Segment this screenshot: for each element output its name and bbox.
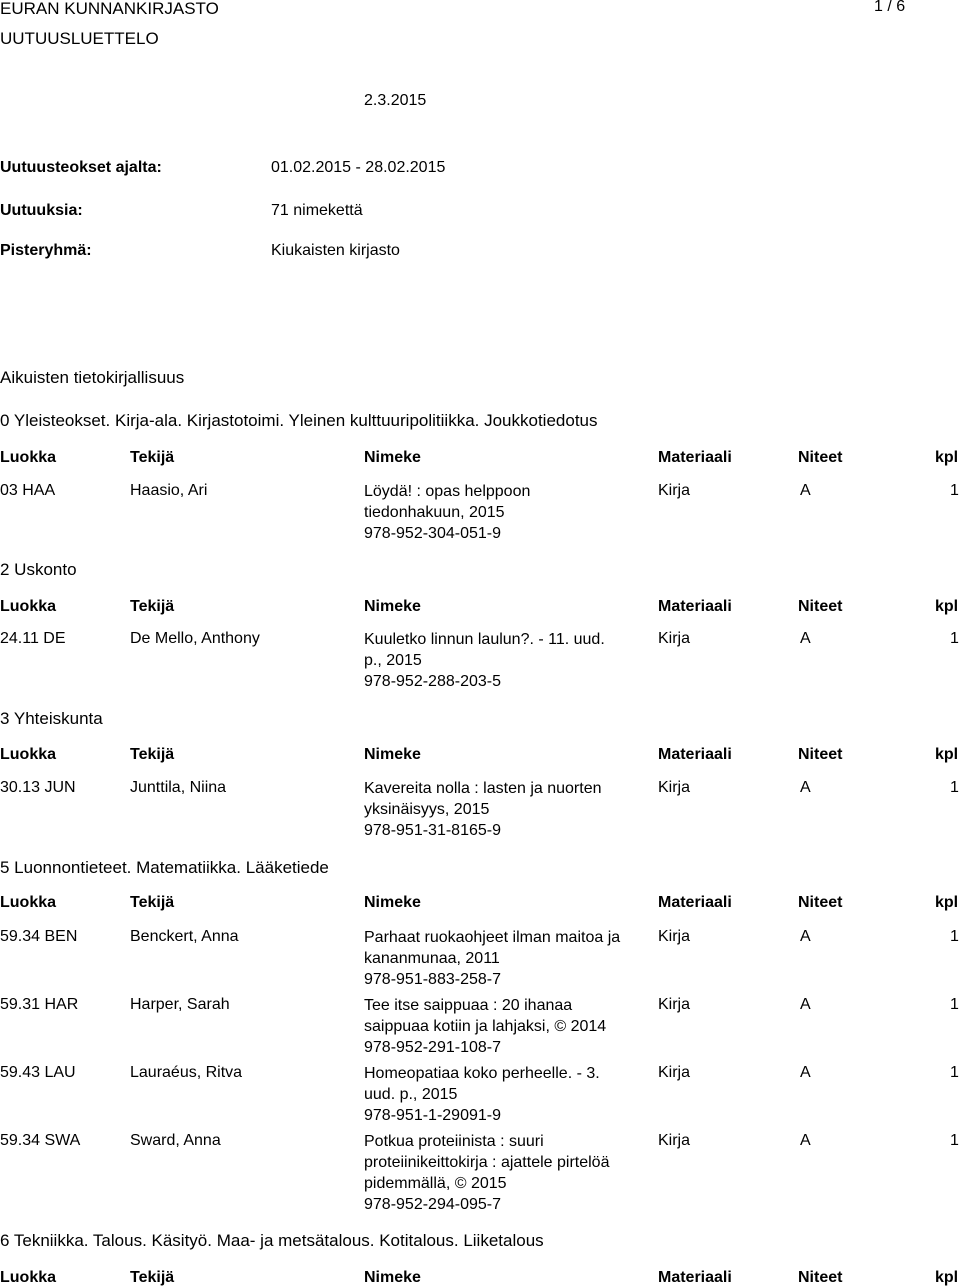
- col-tekija: Tekijä: [130, 894, 175, 911]
- col-nimeke: Nimeke: [364, 598, 421, 615]
- item-materiaali: Kirja: [658, 779, 691, 796]
- item-nimeke-block: [364, 629, 624, 692]
- col-materiaali: Materiaali: [658, 894, 732, 911]
- item-kpl: 1: [950, 996, 959, 1013]
- item-nimeke: Löydä! : opas helppoon tiedonhakuun, 2015: [364, 483, 531, 521]
- page-number: 1 / 6: [874, 0, 906, 15]
- column-header-row: [0, 1268, 960, 1288]
- col-materiaali: Materiaali: [658, 1269, 732, 1286]
- col-materiaali: Materiaali: [658, 598, 732, 615]
- item-niteet: A: [800, 1064, 811, 1081]
- item-isbn: 978-952-288-203-5: [364, 673, 501, 690]
- item-nimeke: Tee itse saippuaa : 20 ihanaa saippuaa kotiin ja lahjaksi, © 2014: [364, 997, 607, 1035]
- col-luokka: Luokka: [0, 449, 57, 466]
- item-nimeke-block: [364, 927, 624, 990]
- item-kpl: 1: [950, 1132, 959, 1149]
- item-nimeke-block: [364, 778, 639, 841]
- section-title: 5 Luonnontieteet. Matematiikka. Lääketiede: [0, 858, 329, 877]
- item-tekija: Sward, Anna: [130, 1132, 221, 1149]
- col-niteet: Niteet: [798, 894, 843, 911]
- item-kpl: 1: [950, 482, 959, 499]
- col-kpl: kpl: [935, 894, 959, 911]
- item-luokka: 03 HAA: [0, 482, 56, 499]
- col-nimeke: Nimeke: [364, 746, 421, 763]
- item-kpl: 1: [950, 779, 959, 796]
- item-isbn: 978-952-291-108-7: [364, 1039, 501, 1056]
- column-header-row: [0, 893, 960, 913]
- item-nimeke: Potkua proteiinista : suuri proteiinikeittokirja : ajattele pirtelöä pidemmällä, © 2015: [364, 1133, 610, 1192]
- column-header-row: [0, 448, 960, 468]
- item-materiaali: Kirja: [658, 482, 691, 499]
- col-kpl: kpl: [935, 598, 959, 615]
- item-luokka: 24.11 DE: [0, 630, 66, 647]
- col-niteet: Niteet: [798, 449, 843, 466]
- item-isbn: 978-951-883-258-7: [364, 971, 501, 988]
- branch-label: Pisteryhmä:: [0, 242, 92, 259]
- item-materiaali: Kirja: [658, 1064, 691, 1081]
- item-tekija: Junttila, Niina: [130, 779, 227, 796]
- col-tekija: Tekijä: [130, 746, 175, 763]
- section-title: 3 Yhteiskunta: [0, 709, 103, 728]
- col-tekija: Tekijä: [130, 1269, 175, 1286]
- item-luokka: 59.34 SWA: [0, 1132, 81, 1149]
- item-nimeke: Kavereita nolla : lasten ja nuorten yksinäisyys, 2015: [364, 780, 602, 818]
- column-header-row: [0, 745, 960, 765]
- item-nimeke: Kuuletko linnun laulun?. - 11. uud. p., 2015: [364, 631, 605, 669]
- item-tekija: Harper, Sarah: [130, 996, 230, 1013]
- item-niteet: A: [800, 928, 811, 945]
- item-niteet: A: [800, 482, 811, 499]
- item-isbn: 978-952-304-051-9: [364, 525, 501, 542]
- col-luokka: Luokka: [0, 598, 57, 615]
- col-nimeke: Nimeke: [364, 449, 421, 466]
- item-isbn: 978-952-294-095-7: [364, 1196, 501, 1213]
- column-header-row: [0, 597, 960, 617]
- count-value: 71 nimekettä: [271, 202, 363, 219]
- item-materiaali: Kirja: [658, 630, 691, 647]
- col-niteet: Niteet: [798, 598, 843, 615]
- col-luokka: Luokka: [0, 746, 57, 763]
- item-niteet: A: [800, 996, 811, 1013]
- item-nimeke-block: [364, 481, 564, 544]
- col-luokka: Luokka: [0, 1269, 57, 1286]
- item-materiaali: Kirja: [658, 996, 691, 1013]
- item-nimeke-block: [364, 1131, 639, 1215]
- col-niteet: Niteet: [798, 746, 843, 763]
- col-niteet: Niteet: [798, 1269, 843, 1286]
- col-tekija: Tekijä: [130, 598, 175, 615]
- col-kpl: kpl: [935, 746, 959, 763]
- item-kpl: 1: [950, 630, 959, 647]
- section-title: 2 Uskonto: [0, 560, 77, 579]
- item-luokka: 59.31 HAR: [0, 996, 79, 1013]
- item-materiaali: Kirja: [658, 1132, 691, 1149]
- item-isbn: 978-951-1-29091-9: [364, 1107, 501, 1124]
- item-nimeke-block: [364, 1063, 626, 1126]
- item-luokka: 30.13 JUN: [0, 779, 76, 796]
- item-nimeke: Homeopatiaa koko perheelle. - 3. uud. p., 2015: [364, 1065, 600, 1103]
- col-luokka: Luokka: [0, 894, 57, 911]
- item-luokka: 59.34 BEN: [0, 928, 78, 945]
- item-isbn: 978-951-31-8165-9: [364, 822, 501, 839]
- col-nimeke: Nimeke: [364, 894, 421, 911]
- list-title: UUTUUSLUETTELO: [0, 29, 159, 48]
- category-title: Aikuisten tietokirjallisuus: [0, 368, 185, 387]
- col-nimeke: Nimeke: [364, 1269, 421, 1286]
- count-label: Uutuuksia:: [0, 202, 83, 219]
- period-value: 01.02.2015 - 28.02.2015: [271, 159, 446, 176]
- item-tekija: Lauraéus, Ritva: [130, 1064, 243, 1081]
- col-kpl: kpl: [935, 449, 959, 466]
- report-date: 2.3.2015: [364, 92, 427, 109]
- section-title: 0 Yleisteokset. Kirja-ala. Kirjastotoimi. Yleinen kulttuuripolitiikka. Joukkotiedotus: [0, 411, 598, 430]
- branch-value: Kiukaisten kirjasto: [271, 242, 400, 259]
- col-materiaali: Materiaali: [658, 449, 732, 466]
- item-niteet: A: [800, 779, 811, 796]
- col-tekija: Tekijä: [130, 449, 175, 466]
- library-name: EURAN KUNNANKIRJASTO: [0, 0, 219, 18]
- item-kpl: 1: [950, 1064, 959, 1081]
- item-tekija: Haasio, Ari: [130, 482, 208, 499]
- item-nimeke: Parhaat ruokaohjeet ilman maitoa ja kananmunaa, 2011: [364, 929, 621, 967]
- section-title: 6 Tekniikka. Talous. Käsityö. Maa- ja metsätalous. Kotitalous. Liiketalous: [0, 1231, 544, 1250]
- item-tekija: De Mello, Anthony: [130, 630, 260, 647]
- item-luokka: 59.43 LAU: [0, 1064, 76, 1081]
- period-label: Uutuusteokset ajalta:: [0, 159, 162, 176]
- item-tekija: Benckert, Anna: [130, 928, 239, 945]
- col-kpl: kpl: [935, 1269, 959, 1286]
- item-materiaali: Kirja: [658, 928, 691, 945]
- col-materiaali: Materiaali: [658, 746, 732, 763]
- item-niteet: A: [800, 630, 811, 647]
- item-niteet: A: [800, 1132, 811, 1149]
- item-nimeke-block: [364, 995, 626, 1058]
- item-kpl: 1: [950, 928, 959, 945]
